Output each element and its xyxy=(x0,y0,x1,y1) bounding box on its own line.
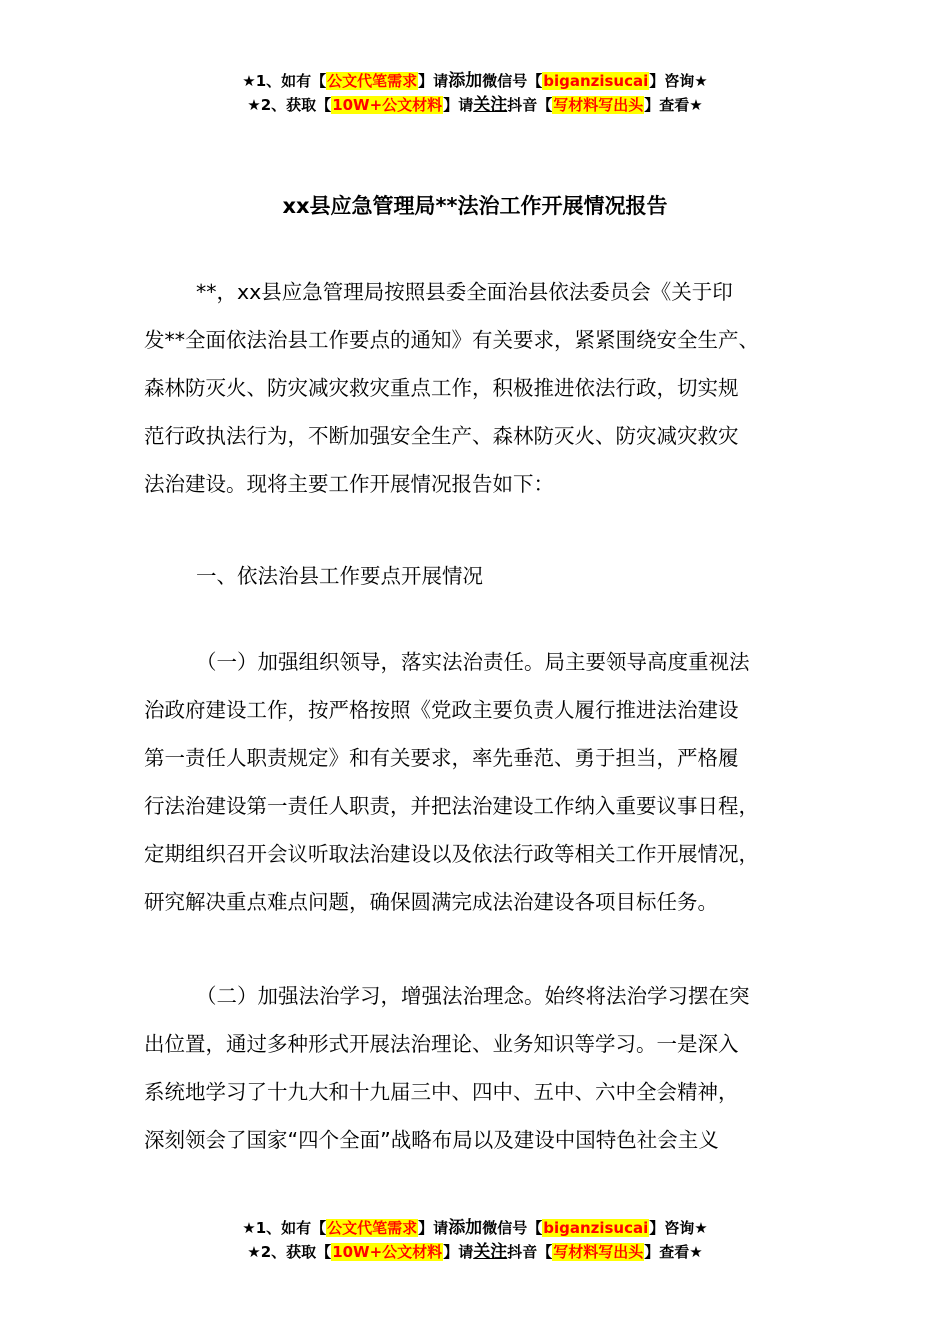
text-line: 范行政执法行为，不断加强安全生产、森林防灭火、防灾减灾救灾 xyxy=(144,424,739,448)
banner-line-2: ★2、获取【10W+公文材料】请关注抖音【写材料写出头】查看★ xyxy=(247,95,703,115)
highlight-service: 公文代笔需求 xyxy=(327,72,418,90)
text-line: 森林防灭火、防灾减灾救灾重点工作，积极推进依法行政，切实规 xyxy=(144,376,739,400)
banner-line-1: ★1、如有【公文代笔需求】请添加微信号【biganzisucai】咨询★ xyxy=(242,1218,708,1238)
highlight-service: 公文代笔需求 xyxy=(327,1219,418,1237)
text-line: 定期组织召开会议听取法治建设以及依法行政等相关工作开展情况， xyxy=(144,842,759,866)
highlight-wechat-id: biganzisucai xyxy=(543,1219,649,1237)
text-line: 治政府建设工作，按严格按照《党政主要负责人履行推进法治建设 xyxy=(144,698,739,722)
heading-text: 一、依法治县工作要点开展情况 xyxy=(196,564,483,588)
highlight-douyin-account: 写材料写出头 xyxy=(553,96,644,114)
section-2-paragraph xyxy=(144,972,816,1164)
text-line: 系统地学习了十九大和十九届三中、四中、五中、六中全会精神， xyxy=(144,1080,739,1104)
section-1-paragraph xyxy=(144,638,816,926)
bottom-banner xyxy=(0,1216,950,1264)
text-line: （一）加强组织领导，落实法治责任。局主要领导高度重视法 xyxy=(196,650,750,674)
text-line: **，xx县应急管理局按照县委全面治县依法委员会《关于印 xyxy=(196,280,733,304)
section-heading xyxy=(144,552,816,600)
highlight-materials: 10W+公文材料 xyxy=(332,1243,443,1261)
highlight-wechat-id: biganzisucai xyxy=(543,72,649,90)
highlight-douyin-account: 写材料写出头 xyxy=(553,1243,644,1261)
text-line: 研究解决重点难点问题，确保圆满完成法治建设各项目标任务。 xyxy=(144,890,718,914)
highlight-materials: 10W+公文材料 xyxy=(332,96,443,114)
top-banner xyxy=(0,69,950,117)
text-line: 深刻领会了国家“四个全面”战略布局以及建设中国特色社会主义 xyxy=(144,1128,719,1152)
text-line: 第一责任人职责规定》和有关要求，率先垂范、勇于担当，严格履 xyxy=(144,746,739,770)
text-line: （二）加强法治学习，增强法治理念。始终将法治学习摆在突 xyxy=(196,984,750,1008)
text-line: 法治建设。现将主要工作开展情况报告如下： xyxy=(144,472,554,496)
text-line: 行法治建设第一责任人职责，并把法治建设工作纳入重要议事日程， xyxy=(144,794,759,818)
text-line: 发**全面依法治县工作要点的通知》有关要求，紧紧围绕安全生产、 xyxy=(144,328,759,352)
intro-paragraph xyxy=(144,268,816,508)
banner-line-1: ★1、如有【公文代笔需求】请添加微信号【biganzisucai】咨询★ xyxy=(242,71,708,91)
text-line: 出位置，通过多种形式开展法治理论、业务知识等学习。一是深入 xyxy=(144,1032,739,1056)
document-title: xx县应急管理局**法治工作开展情况报告 xyxy=(282,194,668,218)
banner-line-2: ★2、获取【10W+公文材料】请关注抖音【写材料写出头】查看★ xyxy=(247,1242,703,1262)
